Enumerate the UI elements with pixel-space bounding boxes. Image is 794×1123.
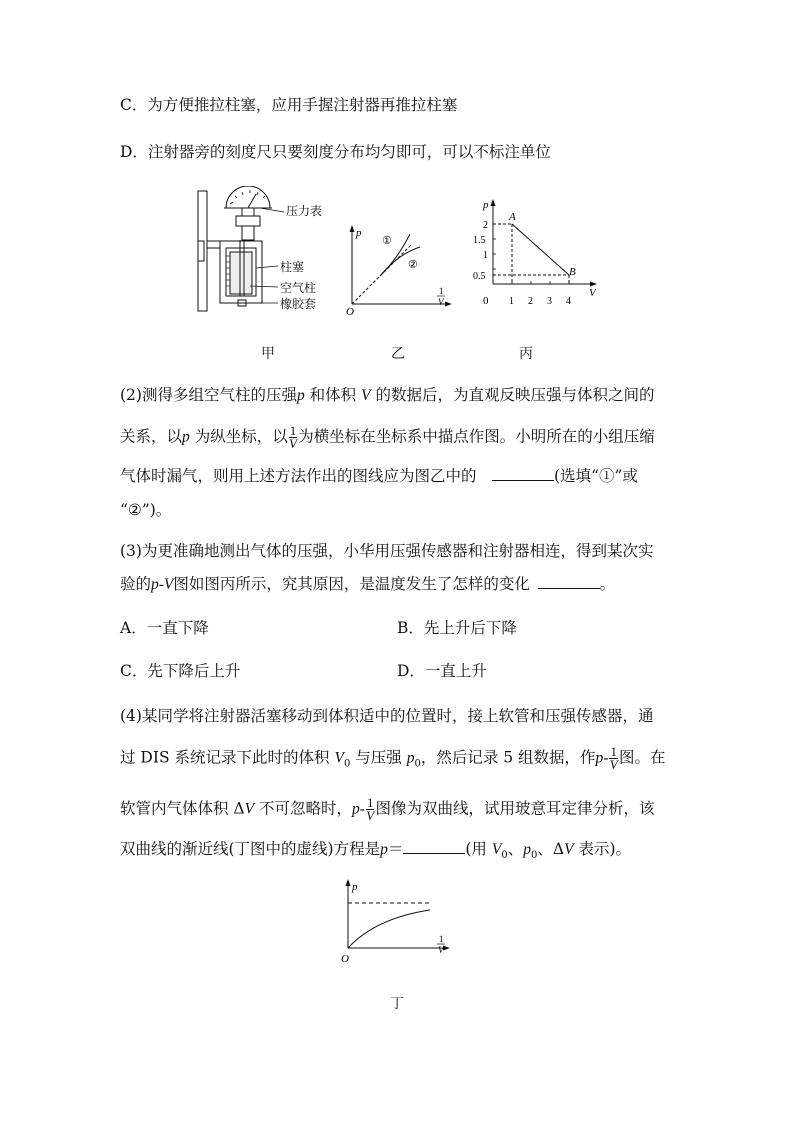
bing-xtick-1: 1 <box>509 296 514 307</box>
q4-fraction-2: $\frac{1}{V}$ <box>366 795 375 823</box>
q2-line-2: 关系，以p 为纵坐标，以 $\frac{1}{V}$ 为横坐标在坐标系中描点作图。小明所在的小组压缩 <box>120 423 655 451</box>
q3-option-b: B．先上升后下降 <box>397 619 517 637</box>
q2-answer-blank[interactable] <box>492 466 554 481</box>
yi-origin: O <box>346 306 354 318</box>
caption-ding: 丁 <box>390 996 404 1012</box>
yi-curve-1-label: ① <box>382 235 392 247</box>
q4-line-4: 双曲线的渐近线(丁图中的虚线)方程是p＝ (用 $V_0$、$p_0$、ΔV 表示)。 <box>120 840 632 862</box>
ding-origin: O <box>341 953 349 965</box>
bing-axis-y: p <box>483 199 489 211</box>
q2-line-4: “②”)。 <box>120 501 172 519</box>
figure-bing-graph <box>465 196 605 311</box>
q2-line-3: 气体时漏气，则用上述方法作出的图线应为图乙中的 (选填“①”或 <box>120 467 638 485</box>
q3-option-a: A．一直下降 <box>120 619 209 637</box>
bing-ytick-0-5: 0.5 <box>473 271 486 282</box>
ding-axis-x-den: V <box>438 945 444 955</box>
q4-answer-blank[interactable] <box>403 839 465 854</box>
bing-axis-x: V <box>589 287 596 299</box>
figure-yi-graph <box>340 222 455 318</box>
option-d: D．注射器旁的刻度尺只要刻度分布均匀即可，可以不标注单位 <box>120 143 551 161</box>
figure-ding-graph <box>336 876 456 968</box>
q2-fraction: $\frac{1}{V}$ <box>288 423 297 451</box>
bing-xtick-2: 2 <box>528 296 533 307</box>
yi-curve-2-label: ② <box>408 259 418 271</box>
q2-line-1: (2)测得多组空气柱的压强p 和体积 V 的数据后，为直观反映压强与体积之间的 <box>120 386 655 404</box>
q3-option-d: D．一直上升 <box>397 662 487 680</box>
q4-fraction-1: $\frac{1}{V}$ <box>609 744 618 772</box>
yi-axis-y: p <box>356 227 362 239</box>
q4-line-3: 软管内气体体积 ΔV 不可忽略时，p- $\frac{1}{V}$ 图像为双曲线，试用玻意耳定律分析，该 <box>120 795 655 823</box>
caption-jia: 甲 <box>261 346 275 362</box>
label-rubber-cap: 橡胶套 <box>280 297 317 311</box>
q3-line-1: (3)为更准确地测出气体的压强，小华用压强传感器和注射器相连，得到某次实 <box>120 542 654 560</box>
q3-option-c: C．先下降后上升 <box>120 662 241 680</box>
yi-axis-x-den: V <box>438 297 444 307</box>
bing-point-a: A <box>509 211 516 223</box>
q3-line-2: 验的p-V图如图丙所示，究其原因，是温度发生了怎样的变化 。 <box>120 575 616 593</box>
bing-ytick-2: 2 <box>483 220 488 231</box>
q3-answer-blank[interactable] <box>538 574 600 589</box>
ding-axis-y: p <box>352 881 358 893</box>
ding-axis-x-num: 1 <box>439 934 444 944</box>
bing-xtick-3: 3 <box>547 296 552 307</box>
label-air-column: 空气柱 <box>280 281 317 295</box>
caption-yi: 乙 <box>391 346 405 362</box>
q4-line-1: (4)某同学将注射器活塞移动到体积适中的位置时，接上软管和压强传感器，通 <box>120 707 654 725</box>
bing-ytick-1-5: 1.5 <box>473 235 486 246</box>
yi-axis-x-num: 1 <box>439 286 444 296</box>
bing-point-b: B <box>569 266 576 278</box>
label-plunger: 柱塞 <box>280 260 305 274</box>
option-c: C．为方便推拉柱塞，应用手握注射器再推拉柱塞 <box>120 96 458 114</box>
bing-ytick-1: 1 <box>483 250 488 261</box>
caption-bing: 丙 <box>519 346 533 362</box>
label-gauge: 压力表 <box>286 204 323 218</box>
q4-line-2: 过 DIS 系统记录下此时的体积 $V_0$ 与压强 $p_0$，然后记录 5 组数据，作p- $\frac{1}{V}$ 图。在 <box>120 744 666 772</box>
bing-xtick-4: 4 <box>566 296 571 307</box>
bing-origin: 0 <box>483 295 489 307</box>
